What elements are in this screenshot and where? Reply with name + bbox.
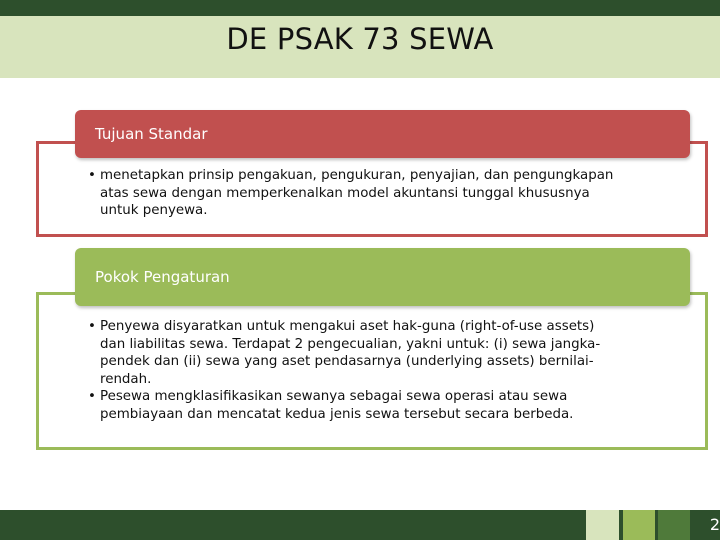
- pokok-pengaturan-header-label: Pokok Pengaturan: [95, 268, 230, 286]
- footer-square-dark: [658, 510, 690, 540]
- page-number: 2: [709, 515, 720, 534]
- top-stripe: [0, 0, 720, 16]
- bullet-line: Pesewa mengklasifikasikan sewanya sebagai sewa operasi atau sewa: [100, 389, 568, 405]
- bullet-content: [100, 388, 668, 423]
- bullet-line: rendah.: [100, 371, 152, 387]
- pokok-pengaturan-body: [88, 318, 668, 424]
- bullet-mark: •: [88, 389, 96, 405]
- bullet-line: pendek dan (ii) sewa yang aset pendasarnya (underlying assets) bernilai-: [100, 354, 594, 370]
- bullet-content: [100, 167, 668, 220]
- bullet-content: [100, 318, 668, 388]
- bullet-line: dan liabilitas sewa. Terdapat 2 pengecualian, yakni untuk: (i) sewa jangka-: [100, 336, 601, 352]
- bullet-mark: •: [88, 168, 96, 183]
- bullet-line: menetapkan prinsip pengakuan, pengukuran, penyajian, dan pengungkapan: [100, 168, 614, 183]
- bullet-item: [88, 388, 668, 423]
- bullet-mark: •: [88, 319, 96, 334]
- bullet-line: atas sewa dengan memperkenalkan model akuntansi tunggal khususnya: [100, 185, 590, 201]
- bullet-line: pembiayaan dan mencatat kedua jenis sewa tersebut secara berbeda.: [100, 406, 574, 422]
- slide-title: DE PSAK 73 SEWA: [226, 22, 494, 56]
- footer-square-mid: [623, 510, 655, 540]
- bullet-line: untuk penyewa.: [100, 203, 208, 219]
- tujuan-standar-header-label: Tujuan Standar: [95, 125, 208, 143]
- bullet-item: [88, 167, 668, 220]
- pokok-pengaturan-header: [75, 248, 690, 306]
- footer-square-light: [586, 510, 619, 540]
- bullet-item: [88, 318, 668, 388]
- tujuan-standar-body: [88, 167, 668, 220]
- tujuan-standar-header: [75, 110, 690, 158]
- bullet-line: Penyewa disyaratkan untuk mengakui aset hak-guna (right-of-use assets): [100, 319, 595, 334]
